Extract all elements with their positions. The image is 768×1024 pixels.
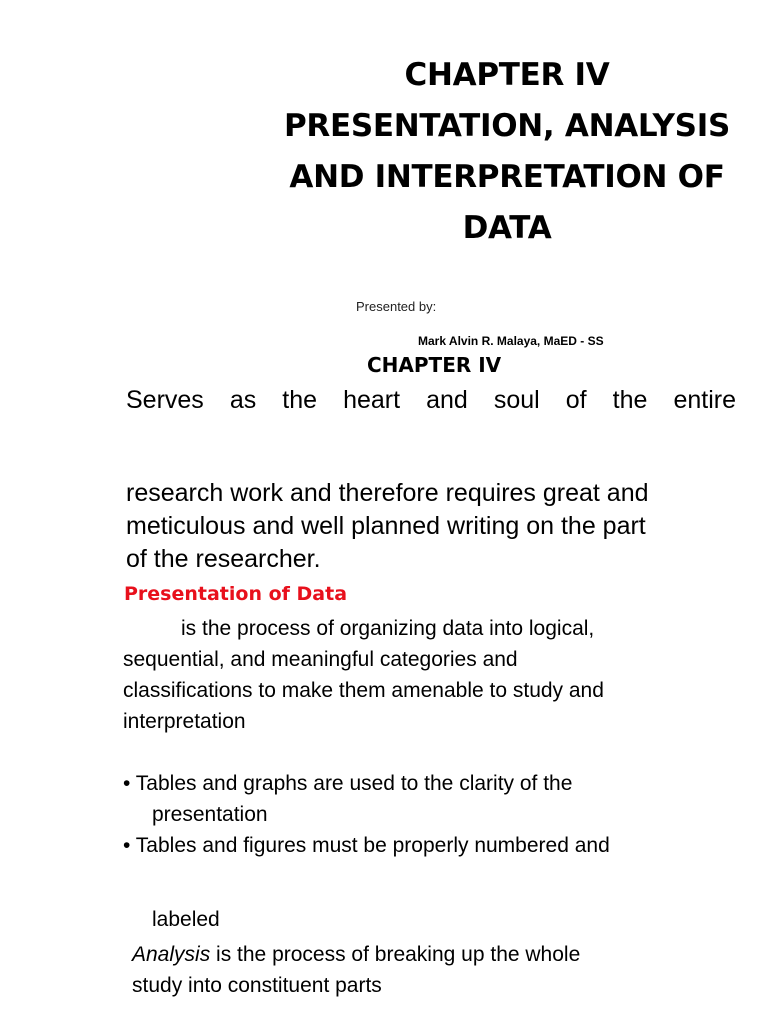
definition-paragraph: [123, 613, 743, 737]
analysis-term: Analysis: [132, 943, 211, 966]
presenter-name: Mark Alvin R. Malaya, MaED - SS: [418, 334, 604, 348]
bullet-item-2: • Tables and figures must be properly numbered and: [123, 834, 610, 857]
section-title-presentation-of-data: Presentation of Data: [124, 583, 348, 605]
title-line-1: CHAPTER IV: [404, 57, 610, 93]
intro-paragraph: [126, 477, 738, 576]
analysis-line-1: [132, 939, 752, 970]
bullet-list: [123, 768, 753, 861]
title-line-3: AND INTERPRETATION OF: [289, 159, 725, 195]
bullet-item-2-continuation: labeled: [152, 908, 220, 931]
presented-by-label: Presented by:: [356, 299, 437, 314]
intro-line-4: of the researcher.: [126, 545, 321, 573]
bullet-item-1-continuation: presentation: [152, 803, 268, 826]
definition-line-1: is the process of organizing data into logical,: [181, 617, 595, 640]
analysis-line-2: study into constituent parts: [132, 974, 382, 997]
bullet-item-1: • Tables and graphs are used to the clarity of the: [123, 772, 573, 795]
intro-line-3: meticulous and well planned writing on the part: [126, 512, 646, 540]
title-line-2: PRESENTATION, ANALYSIS: [284, 108, 730, 144]
analysis-line-1-rest: is the process of breaking up the whole: [210, 943, 581, 966]
definition-line-2: sequential, and meaningful categories and: [123, 648, 518, 671]
title-line-4: DATA: [462, 210, 552, 246]
analysis-paragraph: [132, 939, 752, 1001]
chapter-heading: CHAPTER IV: [367, 353, 502, 377]
intro-line-2: research work and therefore requires great and: [126, 479, 649, 507]
definition-line-3: classifications to make them amenable to study and: [123, 679, 604, 702]
slide-title: [272, 50, 742, 254]
intro-first-line: Serves as the heart and soul of the entire: [126, 386, 736, 414]
definition-line-4: interpretation: [123, 710, 246, 733]
